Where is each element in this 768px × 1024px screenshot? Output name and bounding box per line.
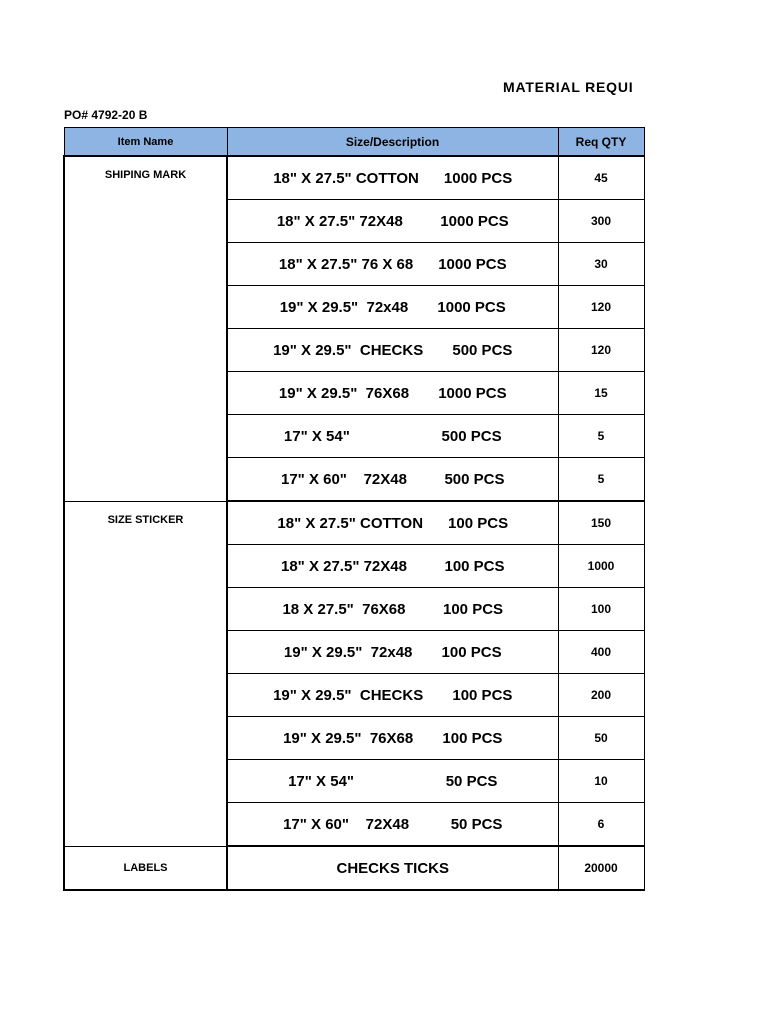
item-name-cell: SHIPING MARK	[64, 156, 227, 501]
size-description-cell: 17" X 54" 500 PCS	[227, 415, 558, 458]
size-description-cell: 19" X 29.5" 72x48 1000 PCS	[227, 286, 558, 329]
req-qty-cell: 5	[558, 415, 644, 458]
req-qty-cell: 30	[558, 243, 644, 286]
column-header-req-qty: Req QTY	[558, 128, 644, 157]
req-qty-cell: 120	[558, 286, 644, 329]
req-qty-cell: 15	[558, 372, 644, 415]
size-description-cell: 19" X 29.5" 76X68 1000 PCS	[227, 372, 558, 415]
table-row	[64, 846, 644, 890]
req-qty-cell: 100	[558, 588, 644, 631]
req-qty-cell: 6	[558, 803, 644, 847]
req-qty-cell: 20000	[558, 846, 644, 890]
req-qty-cell: 50	[558, 717, 644, 760]
size-description-cell: 19" X 29.5" 72x48 100 PCS	[227, 631, 558, 674]
material-requirement-table	[63, 127, 645, 891]
req-qty-cell: 1000	[558, 545, 644, 588]
table-row	[64, 156, 644, 200]
column-header-item-name: Item Name	[64, 128, 227, 157]
size-description-cell: 17" X 60" 72X48 500 PCS	[227, 458, 558, 502]
item-name-cell: SIZE STICKER	[64, 501, 227, 846]
size-description-cell: 18" X 27.5" COTTON 100 PCS	[227, 501, 558, 545]
column-header-size-description: Size/Description	[227, 128, 558, 157]
po-number: PO# 4792-20 B	[64, 108, 148, 122]
size-description-cell: 19" X 29.5" CHECKS 100 PCS	[227, 674, 558, 717]
size-description-cell: 18" X 27.5" 72X48 1000 PCS	[227, 200, 558, 243]
req-qty-cell: 150	[558, 501, 644, 545]
item-name-cell: LABELS	[64, 846, 227, 890]
table-row	[64, 501, 644, 545]
req-qty-cell: 120	[558, 329, 644, 372]
req-qty-cell: 200	[558, 674, 644, 717]
size-description-cell: 18" X 27.5" 72X48 100 PCS	[227, 545, 558, 588]
document-title: MATERIAL REQUI	[503, 79, 634, 95]
table-body	[64, 156, 644, 890]
table-header-row	[64, 128, 644, 157]
size-description-cell: 19" X 29.5" CHECKS 500 PCS	[227, 329, 558, 372]
size-description-cell: 18" X 27.5" COTTON 1000 PCS	[227, 156, 558, 200]
size-description-cell: 17" X 54" 50 PCS	[227, 760, 558, 803]
size-description-cell: CHECKS TICKS	[227, 846, 558, 890]
req-qty-cell: 300	[558, 200, 644, 243]
size-description-cell: 18" X 27.5" 76 X 68 1000 PCS	[227, 243, 558, 286]
size-description-cell: 17" X 60" 72X48 50 PCS	[227, 803, 558, 847]
size-description-cell: 18 X 27.5" 76X68 100 PCS	[227, 588, 558, 631]
req-qty-cell: 45	[558, 156, 644, 200]
req-qty-cell: 5	[558, 458, 644, 502]
req-qty-cell: 10	[558, 760, 644, 803]
size-description-cell: 19" X 29.5" 76X68 100 PCS	[227, 717, 558, 760]
req-qty-cell: 400	[558, 631, 644, 674]
